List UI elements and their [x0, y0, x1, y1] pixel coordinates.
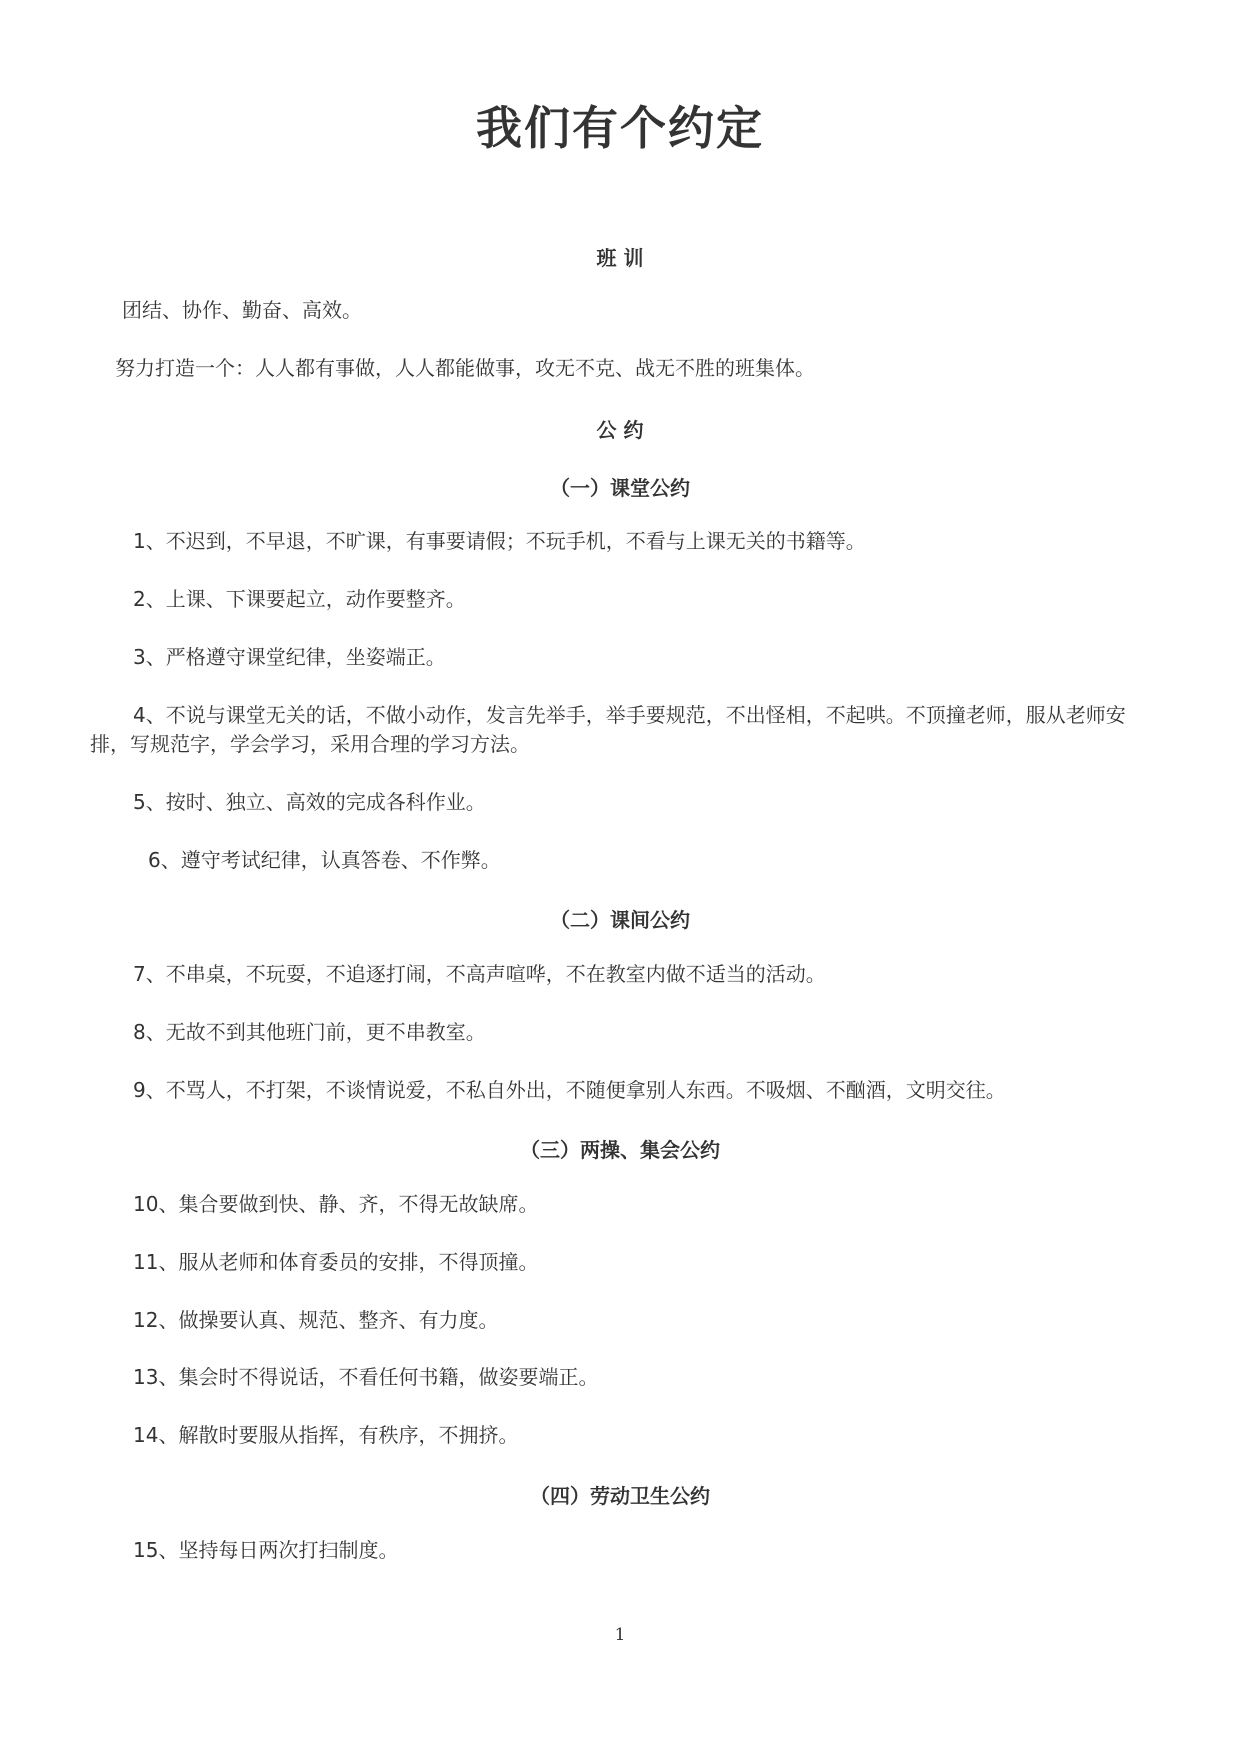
rule-item: 13、集会时不得说话，不看任何书籍，做姿要端正。	[133, 1365, 599, 1389]
rule-item: 11、服从老师和体育委员的安排，不得顶撞。	[133, 1250, 539, 1274]
section-heading-break: （二）课间公约	[550, 908, 690, 932]
conventions-heading: 公 约	[596, 418, 644, 442]
rule-item: 3、严格遵守课堂纪律，坐姿端正。	[133, 645, 446, 669]
rule-item: 10、集合要做到快、静、齐，不得无故缺席。	[133, 1192, 539, 1216]
rule-item: 9、不骂人，不打架，不谈情说爱，不私自外出，不随便拿别人东西。不吸烟、不酗酒，文明交往。	[133, 1078, 1006, 1102]
rule-item: 4、不说与课堂无关的话，不做小动作，发言先举手，举手要规范，不出怪相，不起哄。不顶撞老师，服从老师安排，写规范字，学会学习，采用合理的学习方法。	[90, 703, 1126, 756]
rule-item: 12、做操要认真、规范、整齐、有力度。	[133, 1308, 499, 1332]
rule-item: 1、不迟到，不早退，不旷课，有事要请假；不玩手机，不看与上课无关的书籍等。	[133, 529, 866, 553]
motto-line: 努力打造一个：人人都有事做，人人都能做事，攻无不克、战无不胜的班集体。	[115, 356, 815, 380]
page-number: 1	[614, 1625, 626, 1645]
motto-heading: 班 训	[596, 246, 644, 270]
rule-item: 6、遵守考试纪律，认真答卷、不作弊。	[148, 848, 501, 872]
rule-item: 8、无故不到其他班门前，更不串教室。	[133, 1020, 486, 1044]
motto-line: 团结、协作、勤奋、高效。	[122, 298, 362, 322]
rule-item: 2、上课、下课要起立，动作要整齐。	[133, 587, 466, 611]
rule-item: 14、解散时要服从指挥，有秩序，不拥挤。	[133, 1423, 519, 1447]
page-title: 我们有个约定	[476, 101, 764, 155]
section-heading-classroom: （一）课堂公约	[550, 476, 690, 500]
section-heading-exercise-assembly: （三）两操、集会公约	[520, 1138, 720, 1162]
rule-item: 15、坚持每日两次打扫制度。	[133, 1538, 399, 1562]
rule-item: 5、按时、独立、高效的完成各科作业。	[133, 790, 486, 814]
rule-item: 7、不串桌，不玩耍，不追逐打闹，不高声喧哗，不在教室内做不适当的活动。	[133, 962, 826, 986]
section-heading-labor-hygiene: （四）劳动卫生公约	[530, 1484, 710, 1508]
